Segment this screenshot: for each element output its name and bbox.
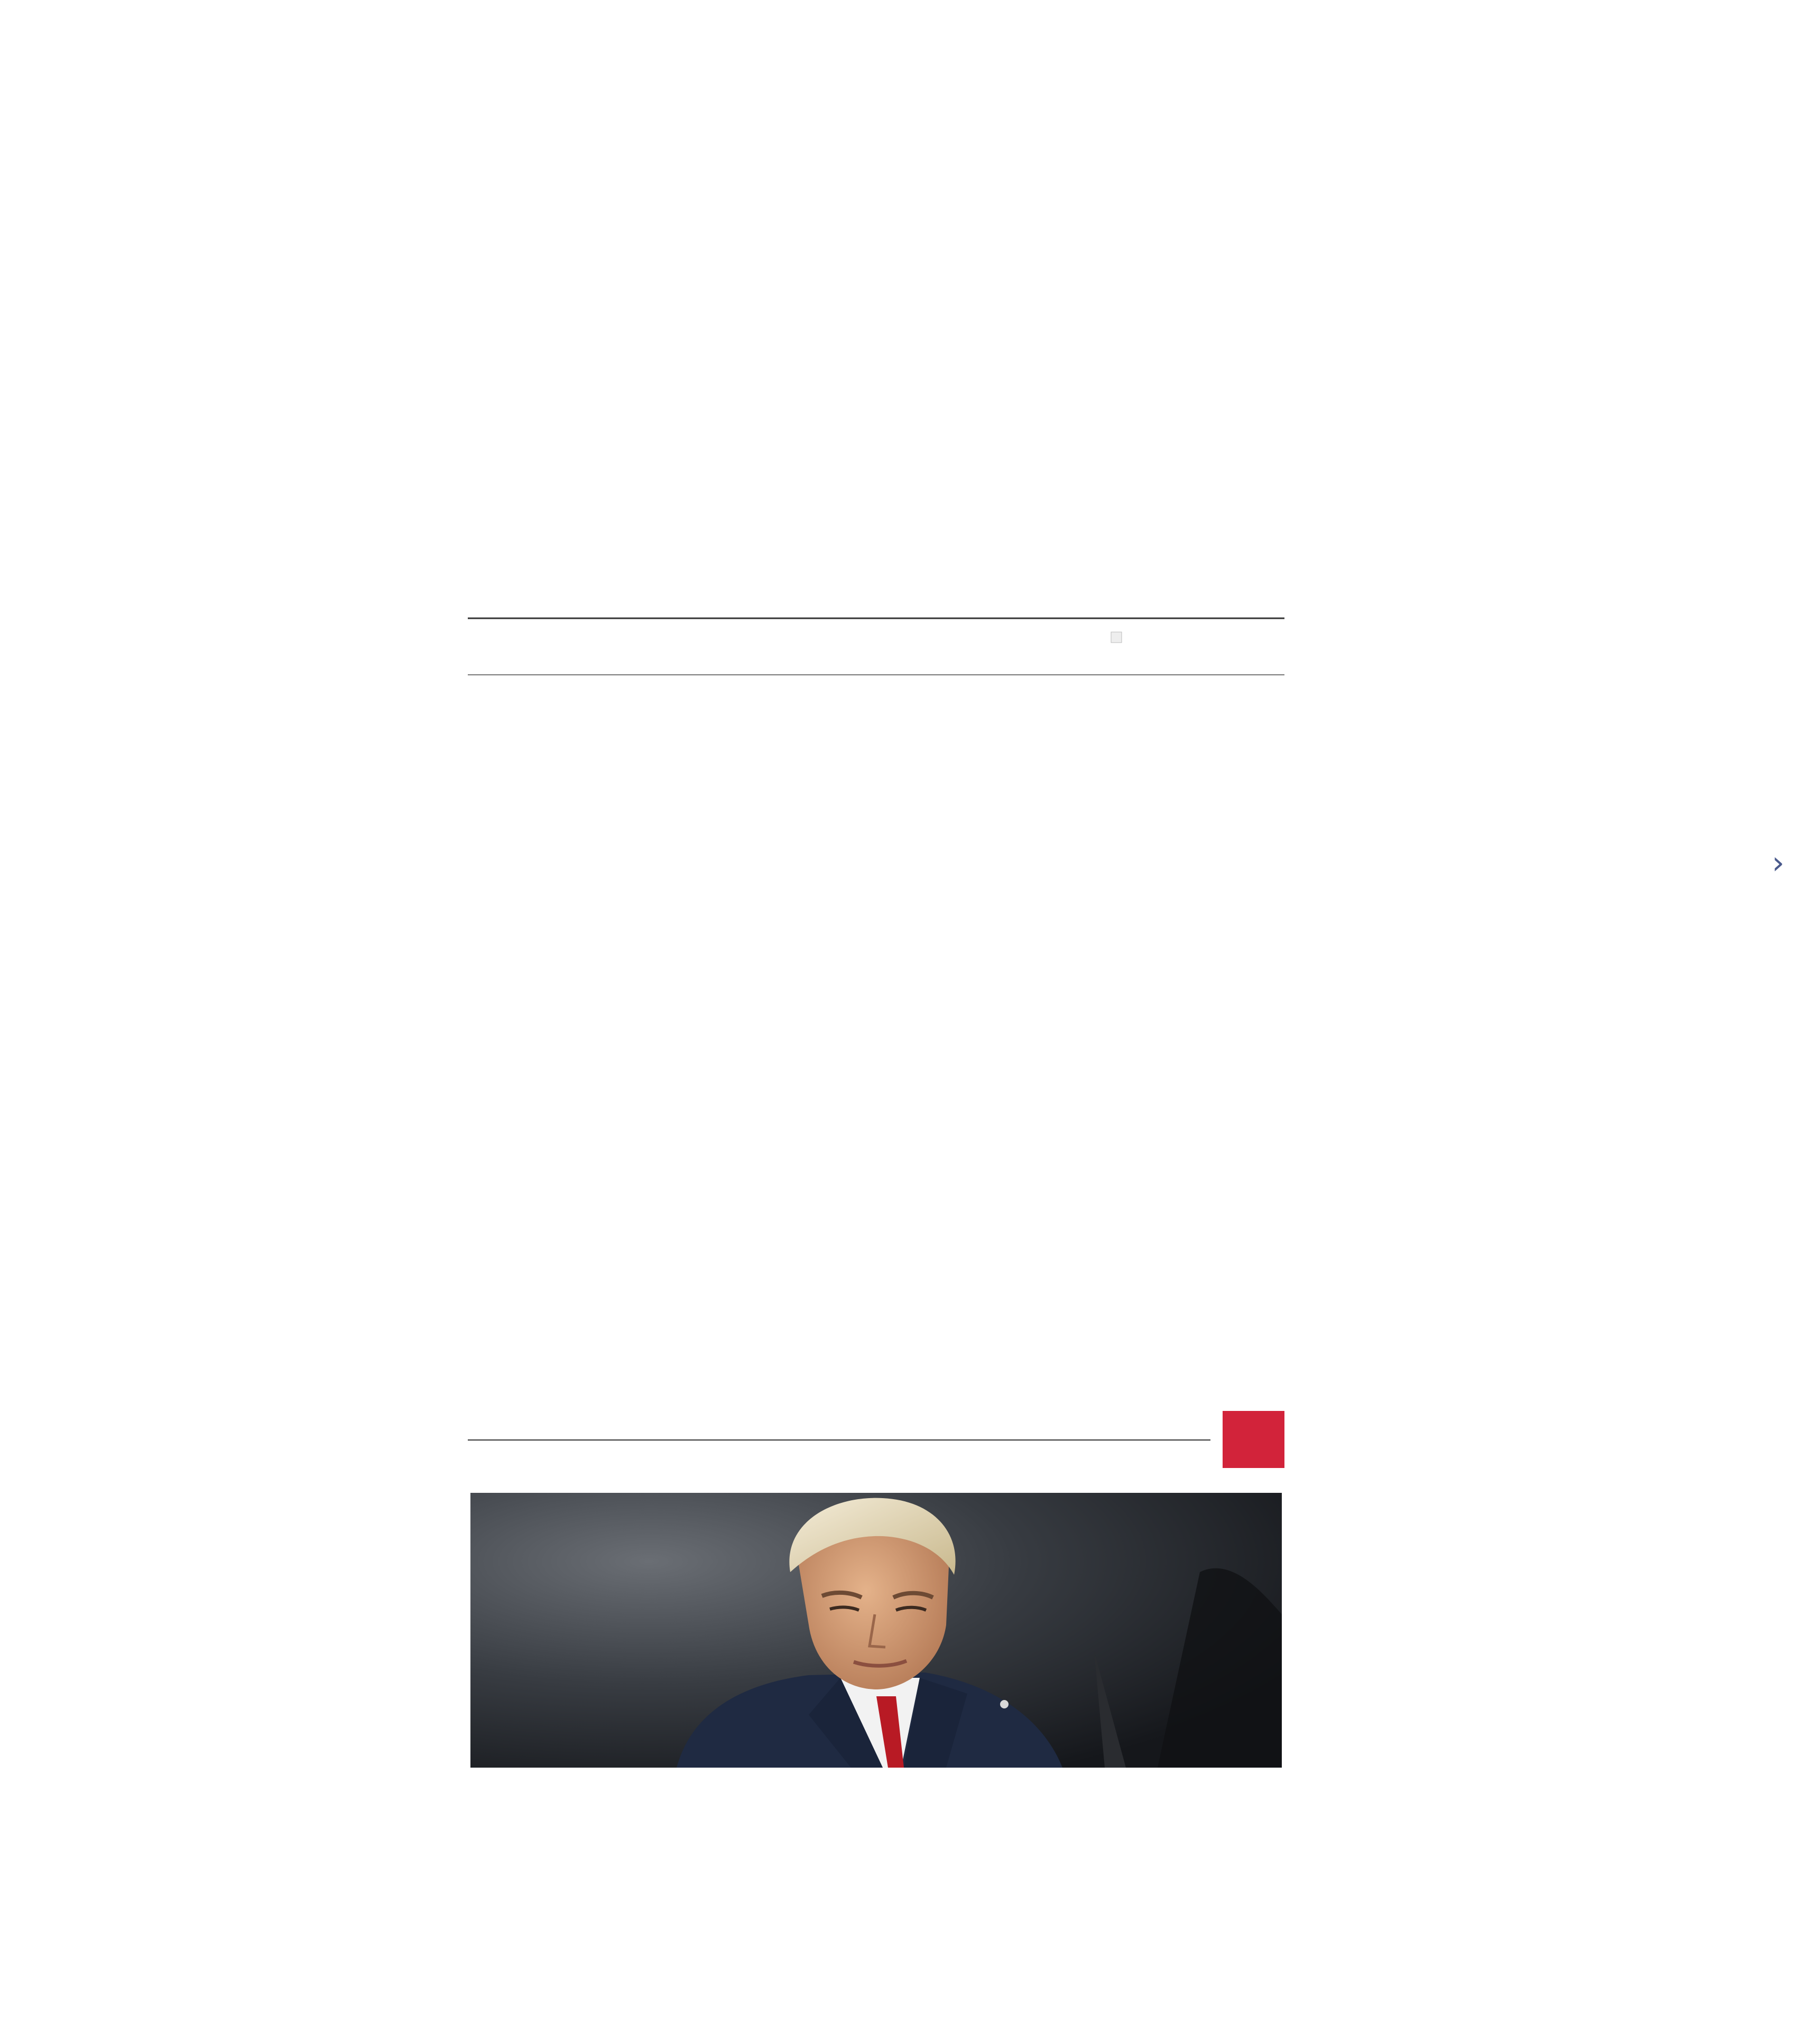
small-square-icon <box>1111 632 1122 643</box>
infographic <box>460 613 1292 1480</box>
portrait-photo <box>470 1493 1282 1768</box>
la-tercera-logo <box>1223 1411 1284 1468</box>
next-page-chevron-icon[interactable]: › <box>1772 844 1784 881</box>
